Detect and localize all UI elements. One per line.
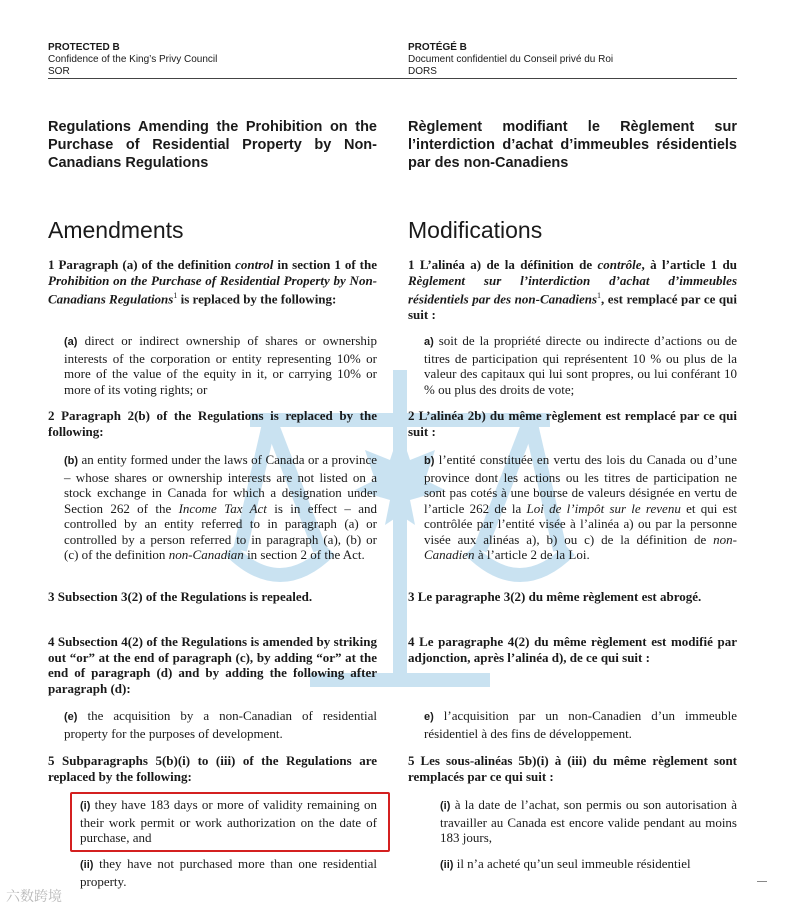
paragraph-4e-en: (e) the acquisition by a non-Canadian of residential property for the purposes of development. xyxy=(64,708,377,741)
regulation-title-fr: Règlement modifiant le Règlement sur l’interdiction d’achat d’immeubles résidentiels par des non-Canadiens xyxy=(408,119,737,171)
subparagraph-5i-en: (i) they have 183 days or more of validity remaining on their work permit or work authorization on the date of purchase, and xyxy=(80,797,378,845)
header-right xyxy=(408,42,613,78)
section-3-fr: 3 Le paragraphe 3(2) du même règlement est abrogé. xyxy=(408,589,702,604)
section-1-en: 1 Paragraph (a) of the definition control in section 1 of the Prohibition on the Purchase of Residential Property by Non-Canadians Regulations$^1$ is replaced by the following: xyxy=(48,257,377,307)
section-4-en: 4 Subsection 4(2) of the Regulations is amended by striking out “or” at the end of paragraph (c), by adding “or” at the end of paragraph (d) and by adding the following after paragraph (d): xyxy=(48,634,377,696)
corner-mark xyxy=(757,876,767,882)
section-heading-fr: Modifications xyxy=(408,217,543,243)
section-2-fr: 2 L’alinéa 2b) du même règlement est remplacé par ce qui suit : xyxy=(408,408,737,439)
section-3-en: 3 Subsection 3(2) of the Regulations is repealed. xyxy=(48,589,313,604)
section-1-fr: 1 L’alinéa a) de la définition de contrôle, à l’article 1 du Règlement sur l’interdiction d’achat d’immeubles résidentiels par des non-Canadiens$^1$, est remplacé par ce qui suit : xyxy=(408,257,737,322)
section-2-en: 2 Paragraph 2(b) of the Regulations is replaced by the following: xyxy=(48,408,377,439)
section-heading-en: Amendments xyxy=(48,217,184,243)
header-divider xyxy=(48,78,737,79)
subparagraph-5ii-fr: (ii) il n’a acheté qu’un seul immeuble résidentiel xyxy=(440,856,691,871)
highlight-box xyxy=(70,792,390,852)
paragraph-4e-fr: e) l’acquisition par un non-Canadien d’un immeuble résidentiel à des fins de développement. xyxy=(424,708,737,741)
header-left xyxy=(48,42,217,78)
regulation-title-en: Regulations Amending the Prohibition on the Purchase of Residential Property by Non-Canadians Regulations xyxy=(48,119,377,171)
section-5-fr: 5 Les sous-alinéas 5b)(i) à (iii) du même règlement sont remplacés par ce qui suit : xyxy=(408,753,737,784)
classification-line: Confidence of the King’s Privy Council xyxy=(48,54,218,65)
security-level: PROTECTED B xyxy=(48,42,120,53)
paragraph-1a-fr: a) soit de la propriété directe ou indirecte d’actions ou de titres de participation qui représentent 10 % ou plus de la valeur des capitaux qui lui sont propres, ou lui conférant 10 % ou plus des droits de vote; xyxy=(424,333,738,397)
paragraph-1a-en: (a) direct or indirect ownership of shares or ownership interests of the corporation or entity representing 10% or more of the value of the equity in it, or carrying 10% or more of its voting rights; or xyxy=(64,333,378,397)
classification-line-fr: Document confidentiel du Conseil privé du Roi xyxy=(408,54,614,65)
subparagraph-5i-fr: (i) à la date de l’achat, son permis ou son autorisation à travailler au Canada est encore valide pendant au moins 183 jours, xyxy=(440,797,737,845)
watermark-brand: 六数跨境 xyxy=(6,889,62,905)
paragraph-2b-en: (b) an entity formed under the laws of Canada or a province – whose shares or ownership interests are not listed on a stock exchange in Canada for which a designation under Section 262 of the Income Tax Act is in effect – and controlled by an entity referred to in paragraph (a) or controlled by a person referred to in paragraph (a), (b) or (c) of the definition non-Canadian in section 2 of the Act. xyxy=(64,452,377,562)
paragraph-2b-fr: b) l’entité constituée en vertu des lois du Canada ou d’une province dont les actions ou les titres de participation ne sont pas cotés à une bourse de valeurs désignée en vertu de l’article 262 de la Loi de l’impôt sur le revenu et qui est contrôlée par l’entité visée à l’alinéa a) ou par la personne visée aux alinéas a), b) ou c) de la définition de non-Canadien à l’article 2 de la Loi. xyxy=(424,452,737,562)
document-type-fr: DORS xyxy=(408,66,437,77)
section-5-en: 5 Subparagraphs 5(b)(i) to (iii) of the Regulations are replaced by the following: xyxy=(48,753,377,784)
subparagraph-5ii-en: (ii) they have not purchased more than one residential property. xyxy=(80,856,377,889)
section-4-fr: 4 Le paragraphe 4(2) du même règlement est modifié par adjonction, après l’alinéa d), de ce qui suit : xyxy=(408,634,737,665)
document-type: SOR xyxy=(48,66,70,77)
security-level-fr: PROTÉGÉ B xyxy=(408,42,467,53)
